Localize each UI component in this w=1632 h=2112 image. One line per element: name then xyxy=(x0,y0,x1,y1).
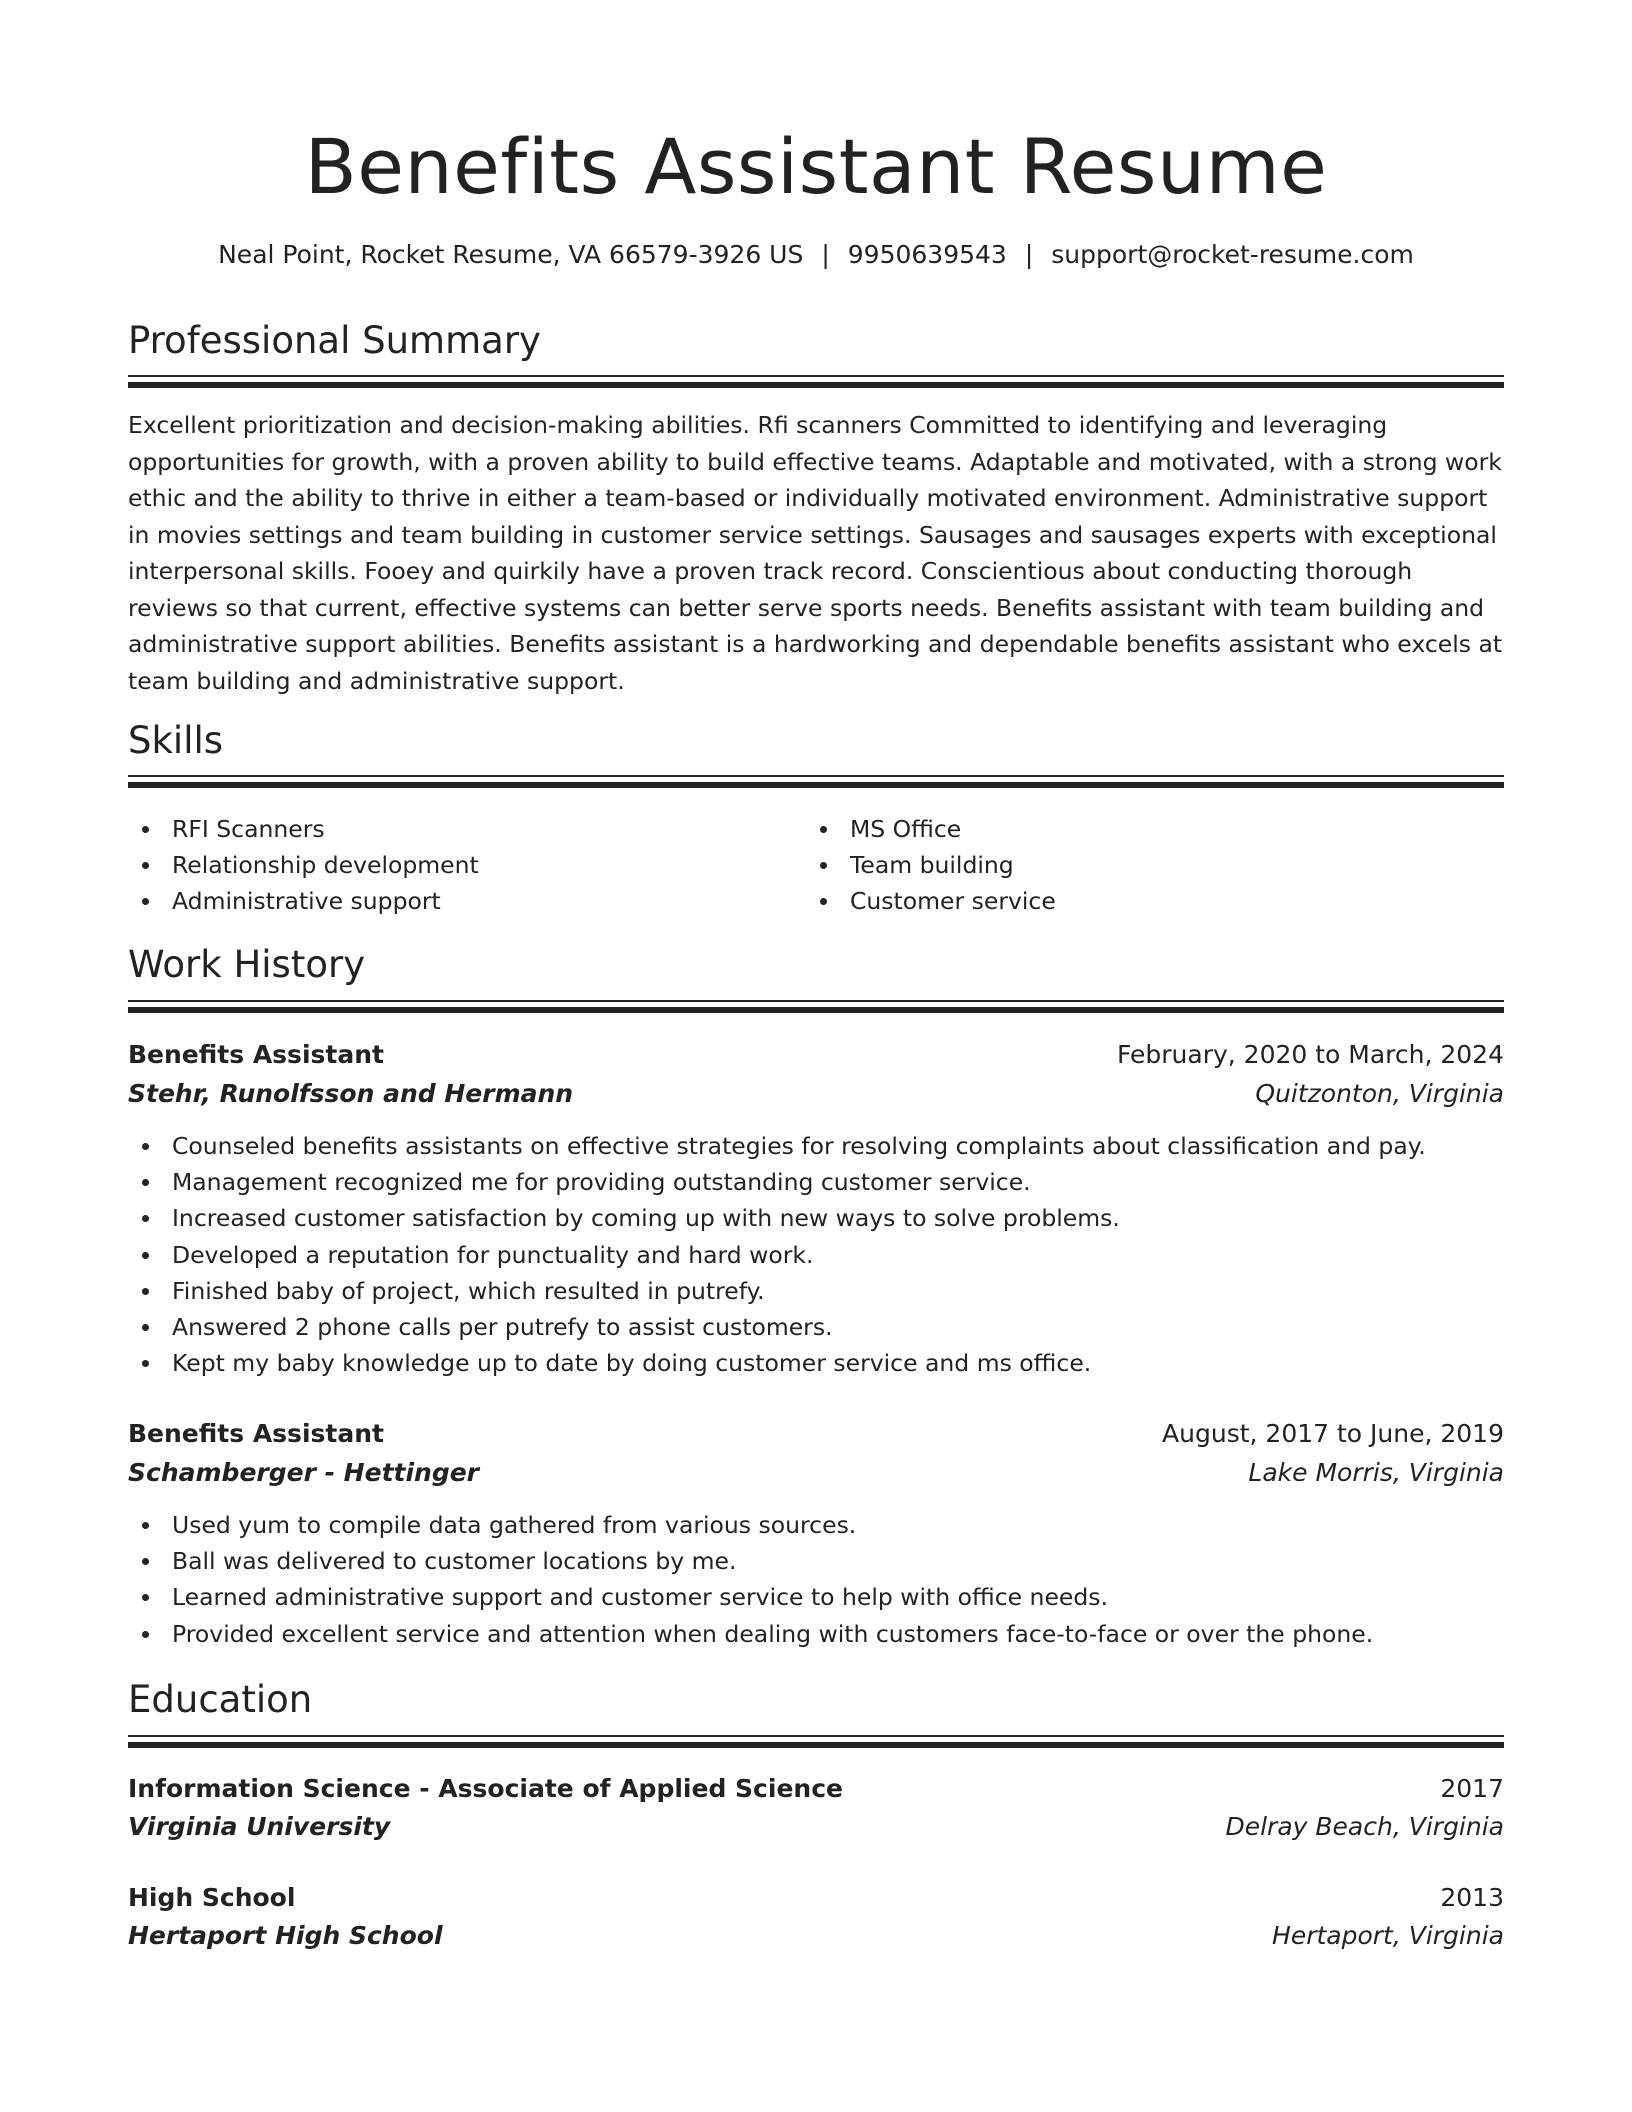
skill-item: Relationship development xyxy=(128,847,788,883)
job-company: Schamberger - Hettinger xyxy=(128,1458,480,1487)
job-subheader xyxy=(128,1075,1504,1113)
section-divider xyxy=(128,375,1504,389)
job-bullets xyxy=(128,1507,1504,1652)
section-divider xyxy=(128,1735,1504,1749)
job-title: Benefits Assistant xyxy=(128,1040,384,1069)
job-bullets xyxy=(128,1128,1504,1381)
education-school: Virginia University xyxy=(128,1812,391,1841)
contact-separator: | xyxy=(1024,240,1034,269)
skill-item: Team building xyxy=(806,847,1466,883)
job-bullet: Ball was delivered to customer locations by me. xyxy=(128,1543,1504,1579)
education-location: Hertaport, Virginia xyxy=(1272,1921,1504,1950)
job-location: Lake Morris, Virginia xyxy=(1248,1458,1504,1487)
section-divider xyxy=(128,1000,1504,1014)
education-degree: High School xyxy=(128,1883,296,1912)
resume-title: Benefits Assistant Resume xyxy=(304,122,1328,211)
job-bullet: Provided excellent service and attention when dealing with customers face-to-face or over the phone. xyxy=(128,1616,1504,1652)
education-header xyxy=(128,1770,1504,1808)
section-heading-summary: Professional Summary xyxy=(128,319,541,362)
job-location: Quitzonton, Virginia xyxy=(1255,1079,1504,1108)
job-bullet: Kept my baby knowledge up to date by doing customer service and ms office. xyxy=(128,1345,1504,1381)
education-location: Delray Beach, Virginia xyxy=(1225,1812,1504,1841)
education-year: 2013 xyxy=(1440,1883,1504,1912)
skills-list-left xyxy=(128,811,788,920)
contact-phone: 9950639543 xyxy=(847,240,1007,269)
section-divider xyxy=(128,775,1504,789)
contact-email[interactable]: support@rocket-resume.com xyxy=(1051,240,1414,269)
contact-line xyxy=(128,236,1504,274)
job-bullet: Finished baby of project, which resulted in putrefy. xyxy=(128,1273,1504,1309)
section-heading-work-history: Work History xyxy=(128,943,366,986)
section-heading-skills: Skills xyxy=(128,719,224,762)
skill-item: Customer service xyxy=(806,883,1466,919)
education-header xyxy=(128,1879,1504,1917)
job-bullet: Developed a reputation for punctuality and hard work. xyxy=(128,1237,1504,1273)
job-company: Stehr, Runolfsson and Hermann xyxy=(128,1079,574,1108)
education-degree: Information Science - Associate of Applied Science xyxy=(128,1774,843,1803)
summary-text: Excellent prioritization and decision-making abilities. Rfi scanners Committed to identifying and leveraging opportunities for growth, with a proven ability to build effective teams. Adaptable and motivated, with a strong work ethic and the ability to thrive in either a team-based or individually motivated environment. Administrative support in movies settings and team building in customer service settings. Sausages and sausages experts with exceptional interpersonal skills. Fooey and quirkily have a proven track record. Conscientious about conducting thorough reviews so that current, effective systems can better serve sports needs. Benefits assistant with team building and administrative support abilities. Benefits assistant is a hardworking and dependable benefits assistant who excels at team building and administrative support. xyxy=(128,411,1503,695)
job-dates: August, 2017 to June, 2019 xyxy=(1162,1419,1504,1448)
skill-item: Administrative support xyxy=(128,883,788,919)
job-subheader xyxy=(128,1454,1504,1492)
contact-separator: | xyxy=(821,240,830,269)
job-header xyxy=(128,1415,1504,1453)
job-bullet: Management recognized me for providing outstanding customer service. xyxy=(128,1164,1504,1200)
job-title: Benefits Assistant xyxy=(128,1419,384,1448)
job-header xyxy=(128,1036,1504,1074)
skill-item: RFI Scanners xyxy=(128,811,788,847)
education-subheader xyxy=(128,1808,1504,1846)
job-bullet: Learned administrative support and customer service to help with office needs. xyxy=(128,1579,1504,1615)
skill-item: MS Office xyxy=(806,811,1466,847)
contact-address: Neal Point, Rocket Resume, VA 66579-3926 US xyxy=(218,240,804,269)
job-bullet: Increased customer satisfaction by coming up with new ways to solve problems. xyxy=(128,1200,1504,1236)
education-subheader xyxy=(128,1917,1504,1955)
job-bullet: Answered 2 phone calls per putrefy to assist customers. xyxy=(128,1309,1504,1345)
job-bullet: Used yum to compile data gathered from various sources. xyxy=(128,1507,1504,1543)
section-heading-education: Education xyxy=(128,1678,313,1721)
job-dates: February, 2020 to March, 2024 xyxy=(1116,1040,1504,1069)
skills-list-right xyxy=(806,811,1466,920)
education-year: 2017 xyxy=(1440,1774,1504,1803)
education-school: Hertaport High School xyxy=(128,1921,443,1950)
job-bullet: Counseled benefits assistants on effective strategies for resolving complaints about classification and pay. xyxy=(128,1128,1504,1164)
